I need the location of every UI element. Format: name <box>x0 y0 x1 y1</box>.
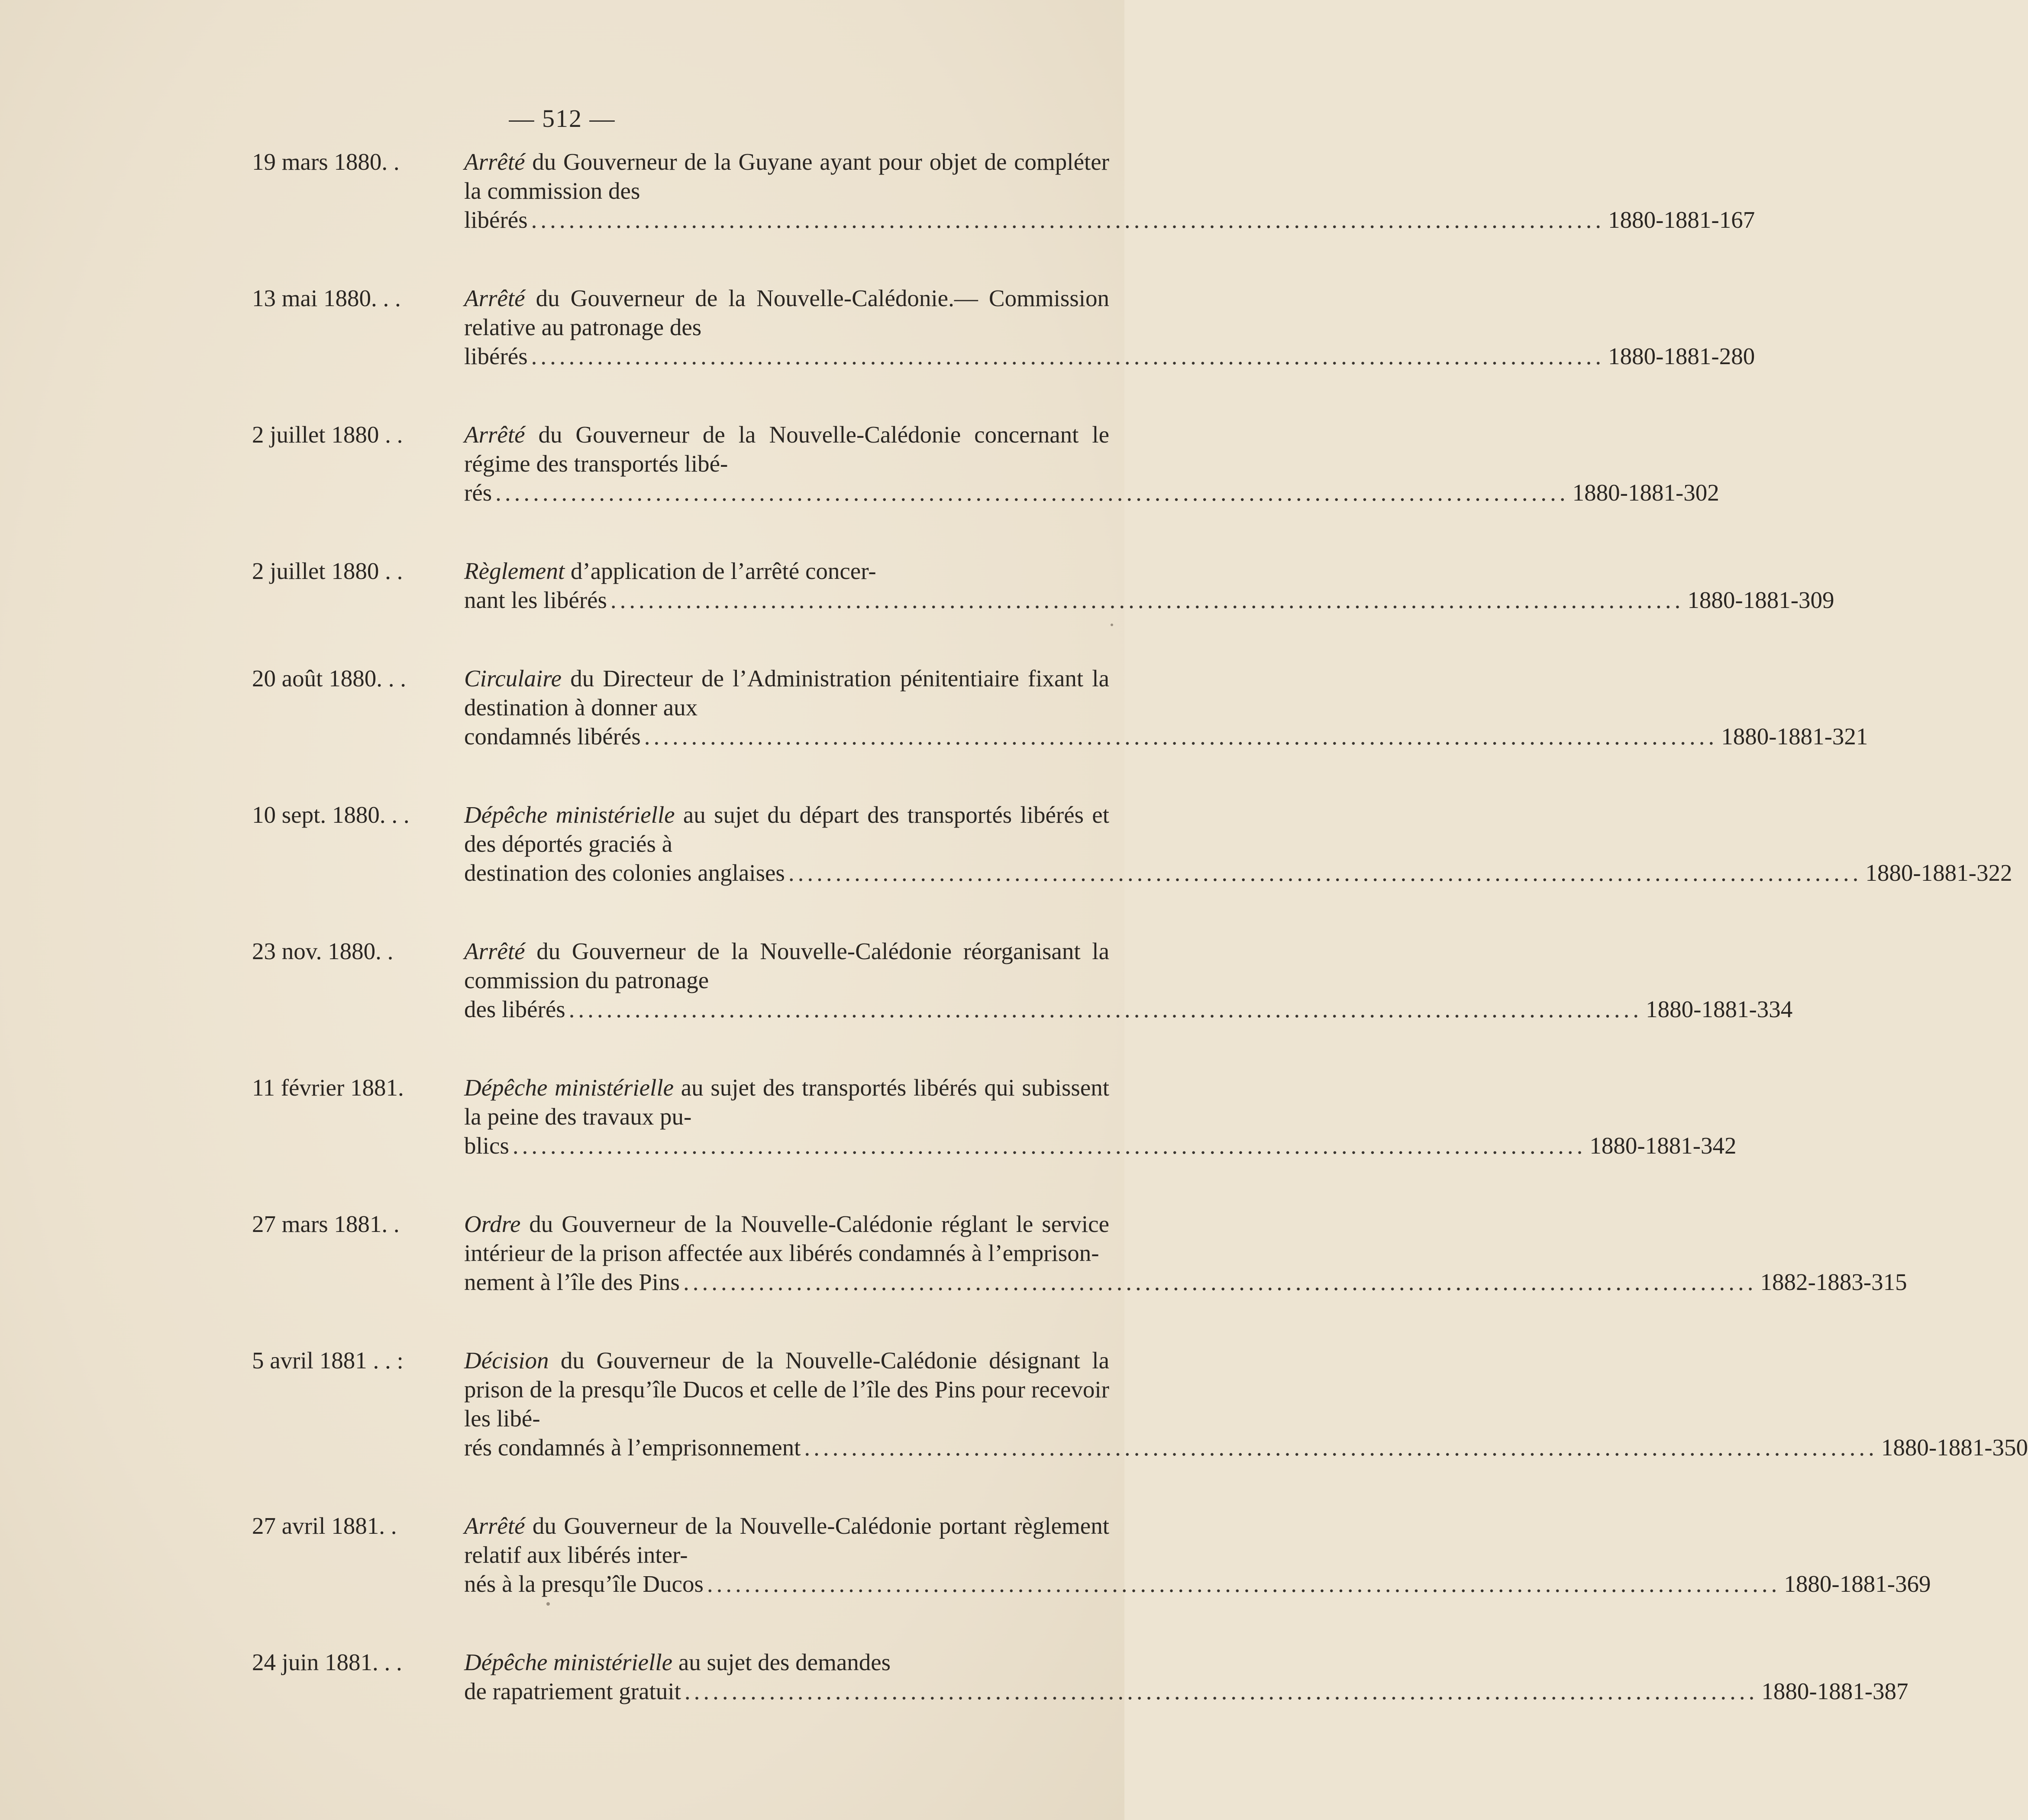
list-item <box>0 1511 1931 1598</box>
entry-body <box>464 147 1755 234</box>
entry-reference: 1880-1881-350 <box>1881 1434 2028 1461</box>
entry-reference: 1882-1883-315 <box>1760 1269 1907 1295</box>
entry-type: Arrêté <box>464 149 525 175</box>
entry-reference: 1880-1881-280 <box>1608 343 1755 369</box>
list-item <box>0 1209 1907 1296</box>
list-item <box>0 1346 2028 1462</box>
entry-type: Dépêche ministérielle <box>464 1649 673 1675</box>
list-item <box>0 147 1755 234</box>
entry-date: 11 février 1881. <box>252 1074 404 1101</box>
entry-date: 13 mai 1880. . . <box>252 285 401 311</box>
entry-type: Arrêté <box>464 938 525 964</box>
entry-text: au sujet des demandes <box>678 1649 891 1675</box>
entry-text-end: libérés <box>464 207 528 233</box>
page-number: — 512 — <box>509 104 616 133</box>
entry-text-end: destination des colonies anglaises <box>464 860 785 886</box>
list-item <box>0 664 1868 751</box>
entry-body <box>464 800 2012 887</box>
entry-type: Ordre <box>464 1211 521 1237</box>
entry-body <box>464 1209 1907 1296</box>
entry-reference: 1880-1881-369 <box>1784 1571 1931 1597</box>
leader-dots: .................................................................................................................. <box>512 1132 1586 1159</box>
entry-text-end: libérés <box>464 343 528 369</box>
entry-text: du Gouverneur de la Nouvelle-Calédonie.— Commission relative au patronage des <box>464 285 1110 340</box>
entry-date: 2 juillet 1880 . . <box>252 558 403 584</box>
entry-date: 19 mars 1880. . <box>252 149 400 175</box>
entry-text: du Gouverneur de la Nouvelle-Calédonie réorganisant la commission du patronage <box>464 938 1109 993</box>
entry-list <box>0 147 2028 1755</box>
paper-speck <box>546 1602 550 1606</box>
entry-reference: 1880-1881-334 <box>1646 996 1793 1022</box>
entry-type: Arrêté <box>464 285 525 311</box>
list-item <box>0 420 1719 507</box>
entry-text-end: de rapatriement gratuit <box>464 1678 681 1704</box>
leader-dots: .................................................................................................................. <box>804 1434 1878 1461</box>
entry-text: du Gouverneur de la Nouvelle-Calédonie réglant le service intérieur de la prison affectée aux libérés condamnés à l’emprison- <box>464 1211 1109 1266</box>
entry-text-end: rés <box>464 479 492 506</box>
entry-text: du Gouverneur de la Nouvelle-Calédonie portant règlement relatif aux libérés inter- <box>464 1513 1109 1568</box>
entry-text-end: nement à l’île des Pins <box>464 1269 680 1295</box>
entry-date: 2 juillet 1880 . . <box>252 421 403 448</box>
leader-dots: .................................................................................................................. <box>495 479 1569 506</box>
entry-text-end: condamnés libérés <box>464 723 641 750</box>
entry-reference: 1880-1881-167 <box>1608 207 1755 233</box>
entry-text: du Gouverneur de la Nouvelle-Calédonie désignant la prison de la presqu’île Ducos et celle de l’île des Pins pour recevoir les libé- <box>464 1347 1109 1432</box>
list-item <box>0 1648 1909 1706</box>
entry-reference: 1880-1881-342 <box>1589 1132 1737 1159</box>
entry-body <box>464 1346 2028 1462</box>
list-item <box>0 284 1755 371</box>
entry-type: Dépêche ministérielle <box>464 802 675 828</box>
entry-date: 24 juin 1881. . . <box>252 1649 402 1675</box>
entry-text: du Gouverneur de la Nouvelle-Calédonie concernant le régime des transportés libé- <box>464 421 1110 477</box>
entry-text: d’application de l’arrêté concer- <box>570 558 876 584</box>
leader-dots: .................................................................................................................. <box>788 860 1862 886</box>
entry-date: 5 avril 1881 . . : <box>252 1347 404 1374</box>
leader-dots: .................................................................................................................. <box>707 1571 1781 1597</box>
entry-body <box>464 937 1793 1024</box>
leader-dots: .................................................................................................................. <box>610 587 1684 613</box>
entry-type: Circulaire <box>464 665 562 692</box>
entry-type: Décision <box>464 1347 549 1374</box>
entry-body <box>464 284 1755 371</box>
entry-text: du Gouverneur de la Guyane ayant pour objet de compléter la commission des <box>464 149 1109 204</box>
entry-body <box>464 1073 1737 1160</box>
entry-text-end: des libérés <box>464 996 565 1022</box>
entry-body <box>464 1511 1931 1598</box>
entry-type: Règlement <box>464 558 565 584</box>
entry-reference: 1880-1881-322 <box>1865 860 2012 886</box>
leader-dots: .................................................................................................................. <box>684 1678 1758 1704</box>
entry-body <box>464 664 1868 751</box>
entry-date: 27 mars 1881. . <box>252 1211 400 1237</box>
entry-text-end: rés condamnés à l’emprisonnement <box>464 1434 801 1461</box>
leader-dots: .................................................................................................................. <box>531 207 1605 233</box>
list-item <box>0 937 1793 1024</box>
entry-reference: 1880-1881-321 <box>1721 723 1868 750</box>
list-item <box>0 1073 1737 1160</box>
entry-body <box>464 420 1719 507</box>
leader-dots: .................................................................................................................. <box>568 996 1643 1022</box>
leader-dots: .................................................................................................................. <box>531 343 1605 369</box>
entry-text: au sujet du départ des transportés libérés et des déportés graciés à <box>464 802 1109 857</box>
entry-text-end: blics <box>464 1132 509 1159</box>
paper-speck <box>1111 624 1113 626</box>
entry-type: Arrêté <box>464 1513 525 1539</box>
leader-dots: .................................................................................................................. <box>644 723 1718 750</box>
entry-date: 10 sept. 1880. . . <box>252 802 410 828</box>
entry-body <box>464 1648 1909 1706</box>
entry-type: Dépêche ministérielle <box>464 1074 674 1101</box>
entry-date: 20 août 1880. . . <box>252 665 406 692</box>
entry-text: au sujet des transportés libérés qui subissent la peine des travaux pu- <box>464 1074 1110 1130</box>
entry-reference: 1880-1881-302 <box>1572 479 1719 506</box>
entry-text-end: nant les libérés <box>464 587 607 613</box>
entry-text-end: nés à la presqu’île Ducos <box>464 1571 704 1597</box>
list-item <box>0 800 2012 887</box>
entry-reference: 1880-1881-387 <box>1761 1678 1909 1704</box>
entry-reference: 1880-1881-309 <box>1687 587 1834 613</box>
entry-body <box>464 556 1834 614</box>
list-item <box>0 556 1834 614</box>
entry-text: du Directeur de l’Administration pénitentiaire fixant la destination à donner aux <box>464 665 1109 721</box>
entry-date: 23 nov. 1880. . <box>252 938 394 964</box>
entry-date: 27 avril 1881. . <box>252 1513 397 1539</box>
leader-dots: .................................................................................................................. <box>683 1269 1757 1295</box>
entry-type: Arrêté <box>464 421 525 448</box>
